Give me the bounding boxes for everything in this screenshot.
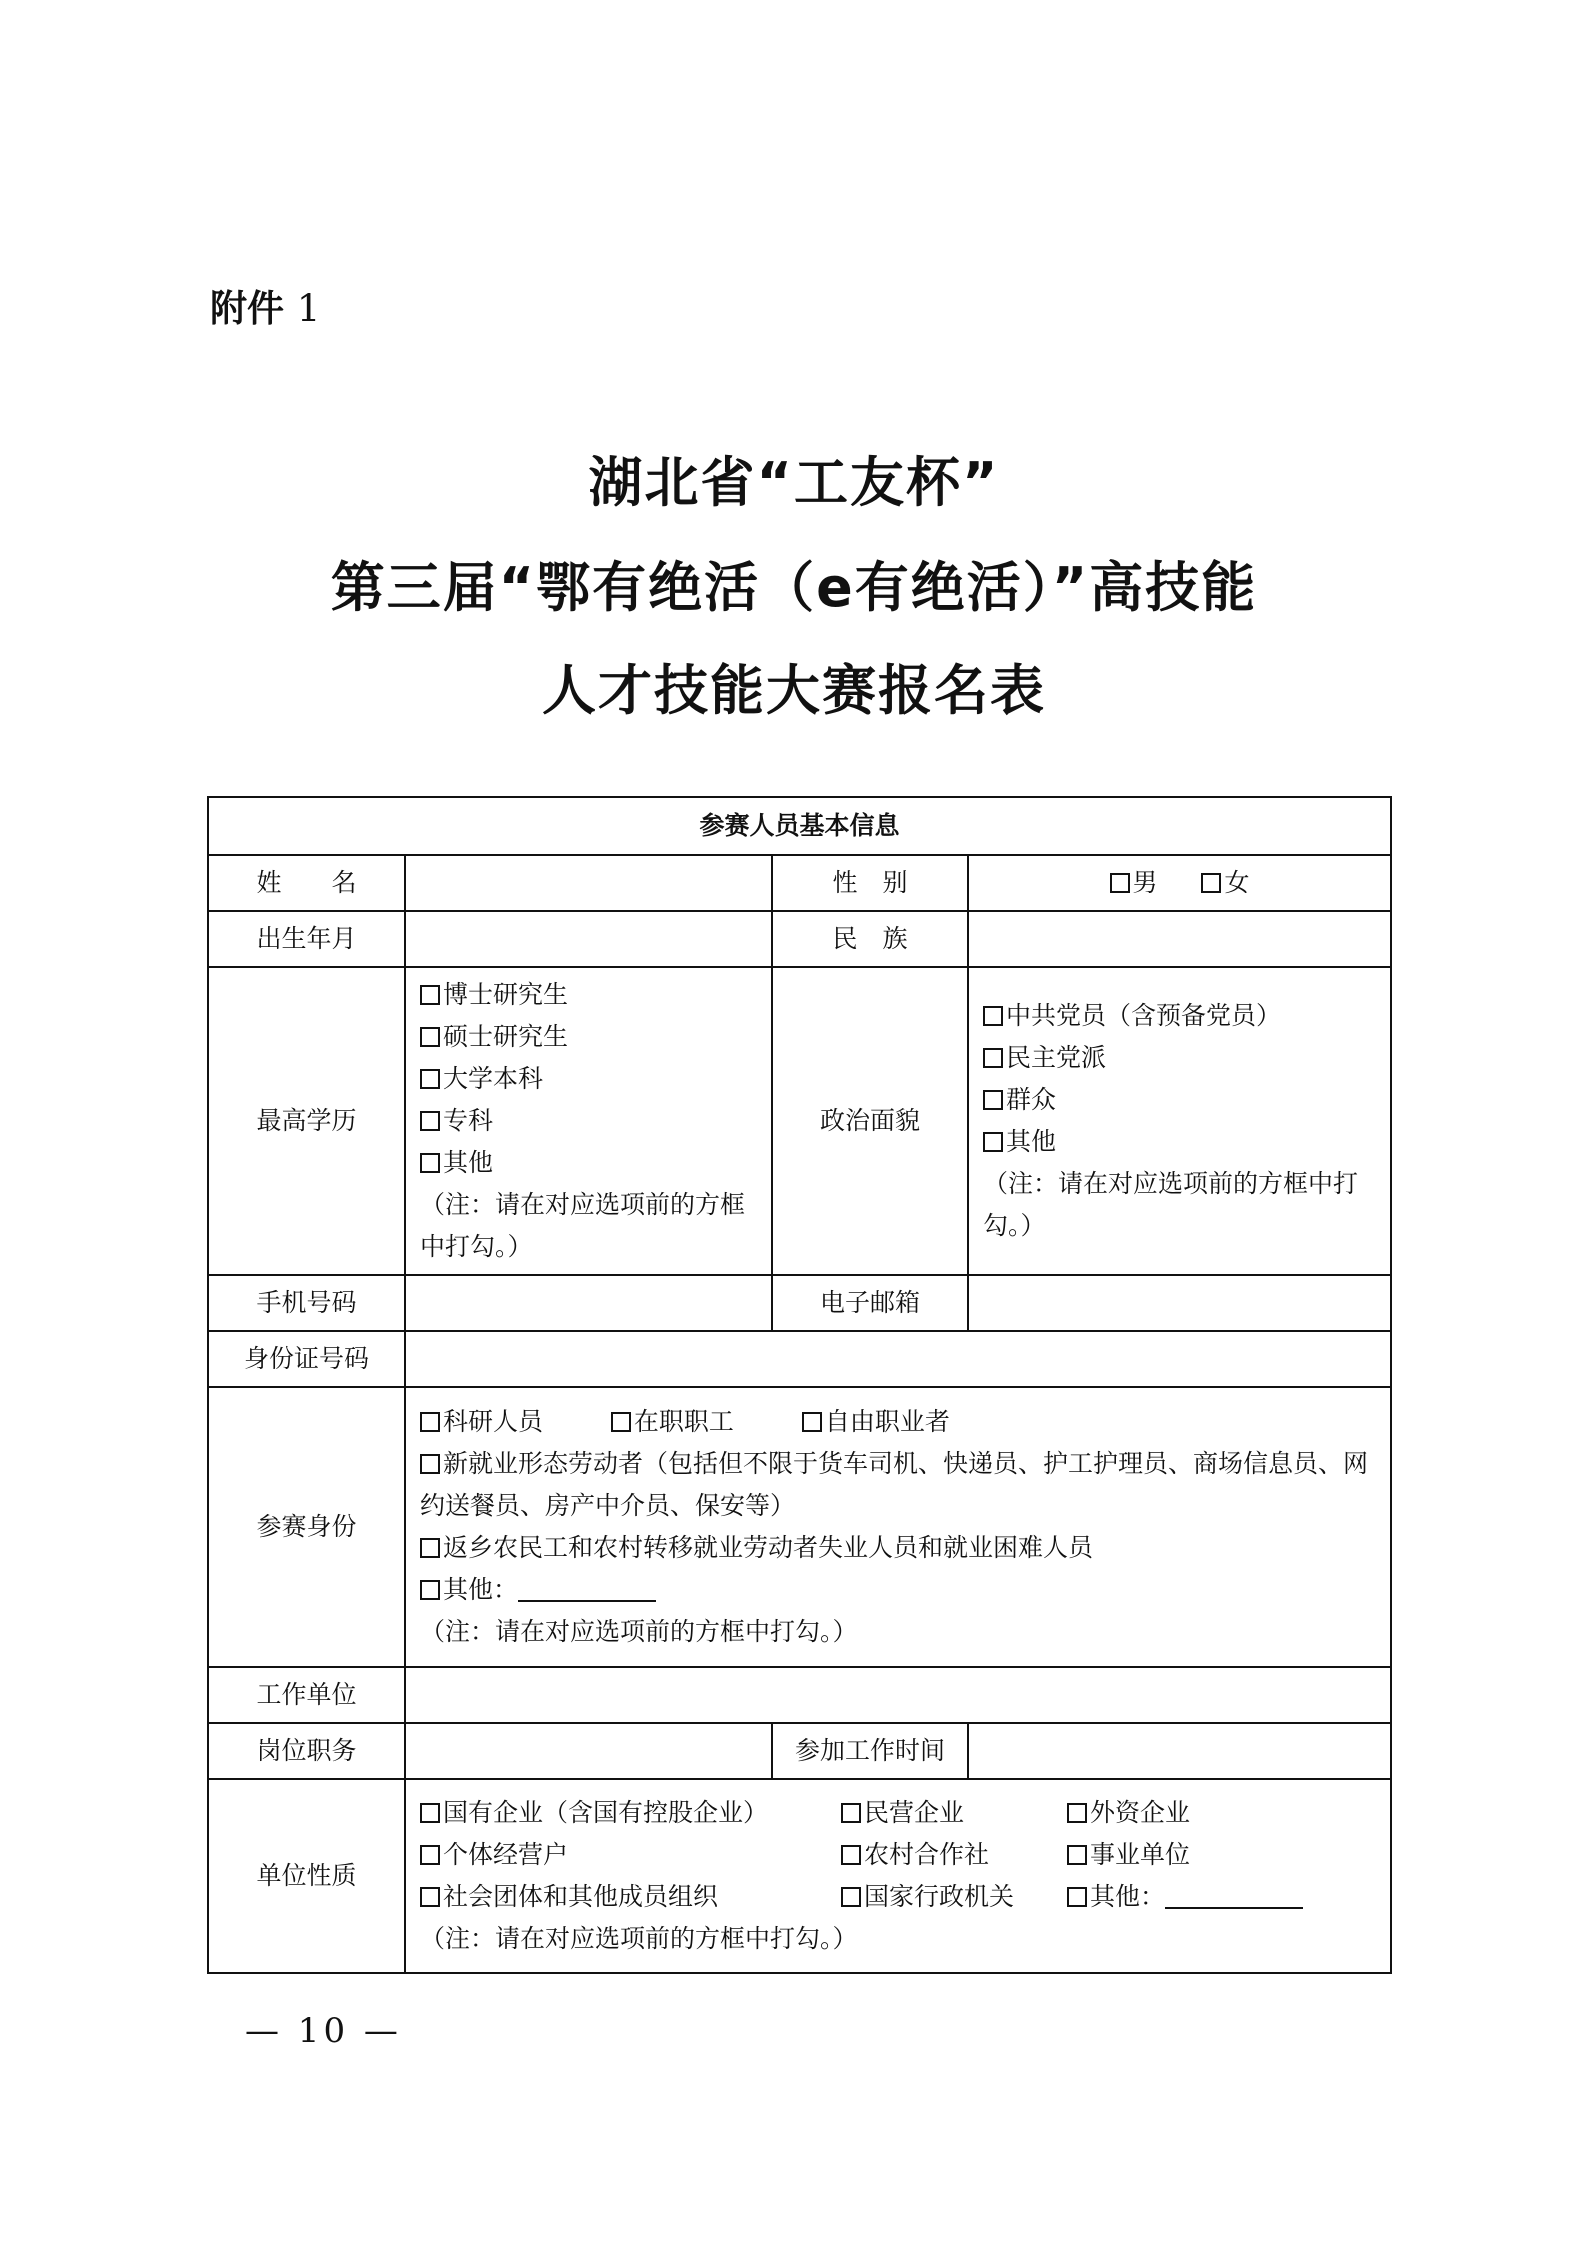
id-field[interactable] — [405, 1331, 1391, 1387]
checkbox-government[interactable] — [841, 1887, 861, 1907]
title-line-3: 人才技能大赛报名表 — [542, 659, 1046, 722]
work-start-label: 参加工作时间 — [772, 1723, 968, 1779]
identity-option-row — [420, 1401, 1376, 1443]
option-text: 事业单位 — [1090, 1840, 1191, 1869]
email-label: 电子邮箱 — [772, 1275, 968, 1331]
option-text: 自由职业者 — [824, 1407, 950, 1436]
option-text: 其他： — [443, 1575, 519, 1604]
org-type-options — [405, 1779, 1391, 1973]
work-start-field[interactable] — [968, 1723, 1391, 1779]
option-text: 其他： — [1090, 1882, 1166, 1911]
position-field[interactable] — [405, 1723, 772, 1779]
checkbox-new-employment[interactable] — [420, 1454, 440, 1474]
org-type-row — [420, 1834, 1376, 1876]
org-type-row — [420, 1792, 1376, 1834]
checkbox-female[interactable] — [1201, 873, 1221, 893]
political-label: 政治面貌 — [772, 967, 968, 1275]
phone-label: 手机号码 — [208, 1275, 405, 1331]
employer-label: 工作单位 — [208, 1667, 405, 1723]
checkbox-male[interactable] — [1110, 873, 1130, 893]
checkbox-public-institution[interactable] — [1067, 1845, 1087, 1865]
org-type-note: （注：请在对应选项前的方框中打勾。） — [420, 1924, 858, 1953]
option-female: 女 — [1224, 868, 1250, 897]
checkbox-associate[interactable] — [420, 1111, 440, 1131]
education-option — [420, 974, 757, 1016]
option-male: 男 — [1132, 868, 1158, 897]
option-text: 其他 — [1006, 1127, 1057, 1156]
option-text: 博士研究生 — [443, 980, 569, 1009]
name-label: 姓 名 — [208, 855, 405, 911]
option-text: 外资企业 — [1090, 1798, 1191, 1827]
attachment-number: 1 — [296, 287, 321, 330]
org-type-label: 单位性质 — [208, 1779, 405, 1973]
ethnicity-field[interactable] — [968, 911, 1391, 967]
checkbox-identity-other[interactable] — [420, 1580, 440, 1600]
education-note: （注：请在对应选项前的方框中打勾。） — [420, 1190, 746, 1261]
checkbox-phd[interactable] — [420, 985, 440, 1005]
org-other-blank[interactable] — [1165, 1883, 1303, 1909]
option-text: 返乡农民工和农村转移就业劳动者失业人员和就业困难人员 — [443, 1533, 1094, 1562]
option-text: 群众 — [1006, 1085, 1057, 1114]
gender-options — [968, 855, 1391, 911]
identity-option — [420, 1569, 1376, 1611]
phone-field[interactable] — [405, 1275, 772, 1331]
identity-note: （注：请在对应选项前的方框中打勾。） — [420, 1617, 858, 1646]
attachment-text: 附件 — [210, 286, 284, 330]
political-options — [968, 967, 1391, 1275]
option-text: 农村合作社 — [864, 1840, 990, 1869]
option-text: 科研人员 — [443, 1407, 544, 1436]
id-label: 身份证号码 — [208, 1331, 405, 1387]
education-option — [420, 1100, 757, 1142]
political-note: （注：请在对应选项前的方框中打勾。） — [983, 1169, 1359, 1240]
education-option — [420, 1016, 757, 1058]
checkbox-cooperative[interactable] — [841, 1845, 861, 1865]
checkbox-masses[interactable] — [983, 1090, 1003, 1110]
political-option — [983, 1037, 1376, 1079]
page-number: — 10 — — [245, 2011, 402, 2051]
political-option — [983, 1079, 1376, 1121]
checkbox-social-org[interactable] — [420, 1887, 440, 1907]
education-options — [405, 967, 772, 1275]
checkbox-foreign[interactable] — [1067, 1803, 1087, 1823]
checkbox-returning-worker[interactable] — [420, 1538, 440, 1558]
email-field[interactable] — [968, 1275, 1391, 1331]
checkbox-employee[interactable] — [611, 1412, 631, 1432]
option-text: 在职职工 — [633, 1407, 734, 1436]
birth-field[interactable] — [405, 911, 772, 967]
name-field[interactable] — [405, 855, 772, 911]
political-option — [983, 995, 1376, 1037]
title-line-2: 第三届“鄂有绝活（e有绝活）”高技能 — [330, 556, 1258, 619]
checkbox-cpc[interactable] — [983, 1006, 1003, 1026]
checkbox-political-other[interactable] — [983, 1132, 1003, 1152]
option-text: 专科 — [443, 1106, 494, 1135]
identity-option — [420, 1527, 1376, 1569]
checkbox-state-owned[interactable] — [420, 1803, 440, 1823]
attachment-label — [210, 278, 320, 332]
registration-form — [207, 796, 1392, 1974]
checkbox-researcher[interactable] — [420, 1412, 440, 1432]
checkbox-master[interactable] — [420, 1027, 440, 1047]
checkbox-freelancer[interactable] — [802, 1412, 822, 1432]
option-text: 国有企业（含国有控股企业） — [443, 1798, 769, 1827]
checkbox-self-employed[interactable] — [420, 1845, 440, 1865]
option-text: 国家行政机关 — [864, 1882, 1015, 1911]
position-label: 岗位职务 — [208, 1723, 405, 1779]
option-text: 大学本科 — [443, 1064, 544, 1093]
education-option — [420, 1142, 757, 1184]
identity-options — [405, 1387, 1391, 1667]
title-line-1: 湖北省“工友杯” — [588, 451, 1000, 514]
education-option — [420, 1058, 757, 1100]
identity-other-blank[interactable] — [518, 1576, 656, 1602]
checkbox-democratic-party[interactable] — [983, 1048, 1003, 1068]
gender-label: 性 别 — [772, 855, 968, 911]
option-text: 民主党派 — [1006, 1043, 1107, 1072]
option-text: 其他 — [443, 1148, 494, 1177]
education-label: 最高学历 — [208, 967, 405, 1275]
identity-option — [420, 1443, 1376, 1527]
option-text: 社会团体和其他成员组织 — [443, 1882, 719, 1911]
option-text: 个体经营户 — [443, 1840, 569, 1869]
option-text: 硕士研究生 — [443, 1022, 569, 1051]
ethnicity-label: 民 族 — [772, 911, 968, 967]
option-text: 民营企业 — [864, 1798, 965, 1827]
checkbox-bachelor[interactable] — [420, 1069, 440, 1089]
checkbox-org-other[interactable] — [1067, 1887, 1087, 1907]
birth-label: 出生年月 — [208, 911, 405, 967]
option-text: 中共党员（含预备党员） — [1006, 1001, 1282, 1030]
political-option — [983, 1121, 1376, 1163]
org-type-row — [420, 1876, 1376, 1918]
checkbox-private[interactable] — [841, 1803, 861, 1823]
identity-label: 参赛身份 — [208, 1387, 405, 1667]
option-text: 新就业形态劳动者（包括但不限于货车司机、快递员、护工护理员、商场信息员、网约送餐员、房产中介员、保安等） — [420, 1449, 1369, 1520]
employer-field[interactable] — [405, 1667, 1391, 1723]
checkbox-edu-other[interactable] — [420, 1153, 440, 1173]
section-header: 参赛人员基本信息 — [208, 797, 1391, 855]
